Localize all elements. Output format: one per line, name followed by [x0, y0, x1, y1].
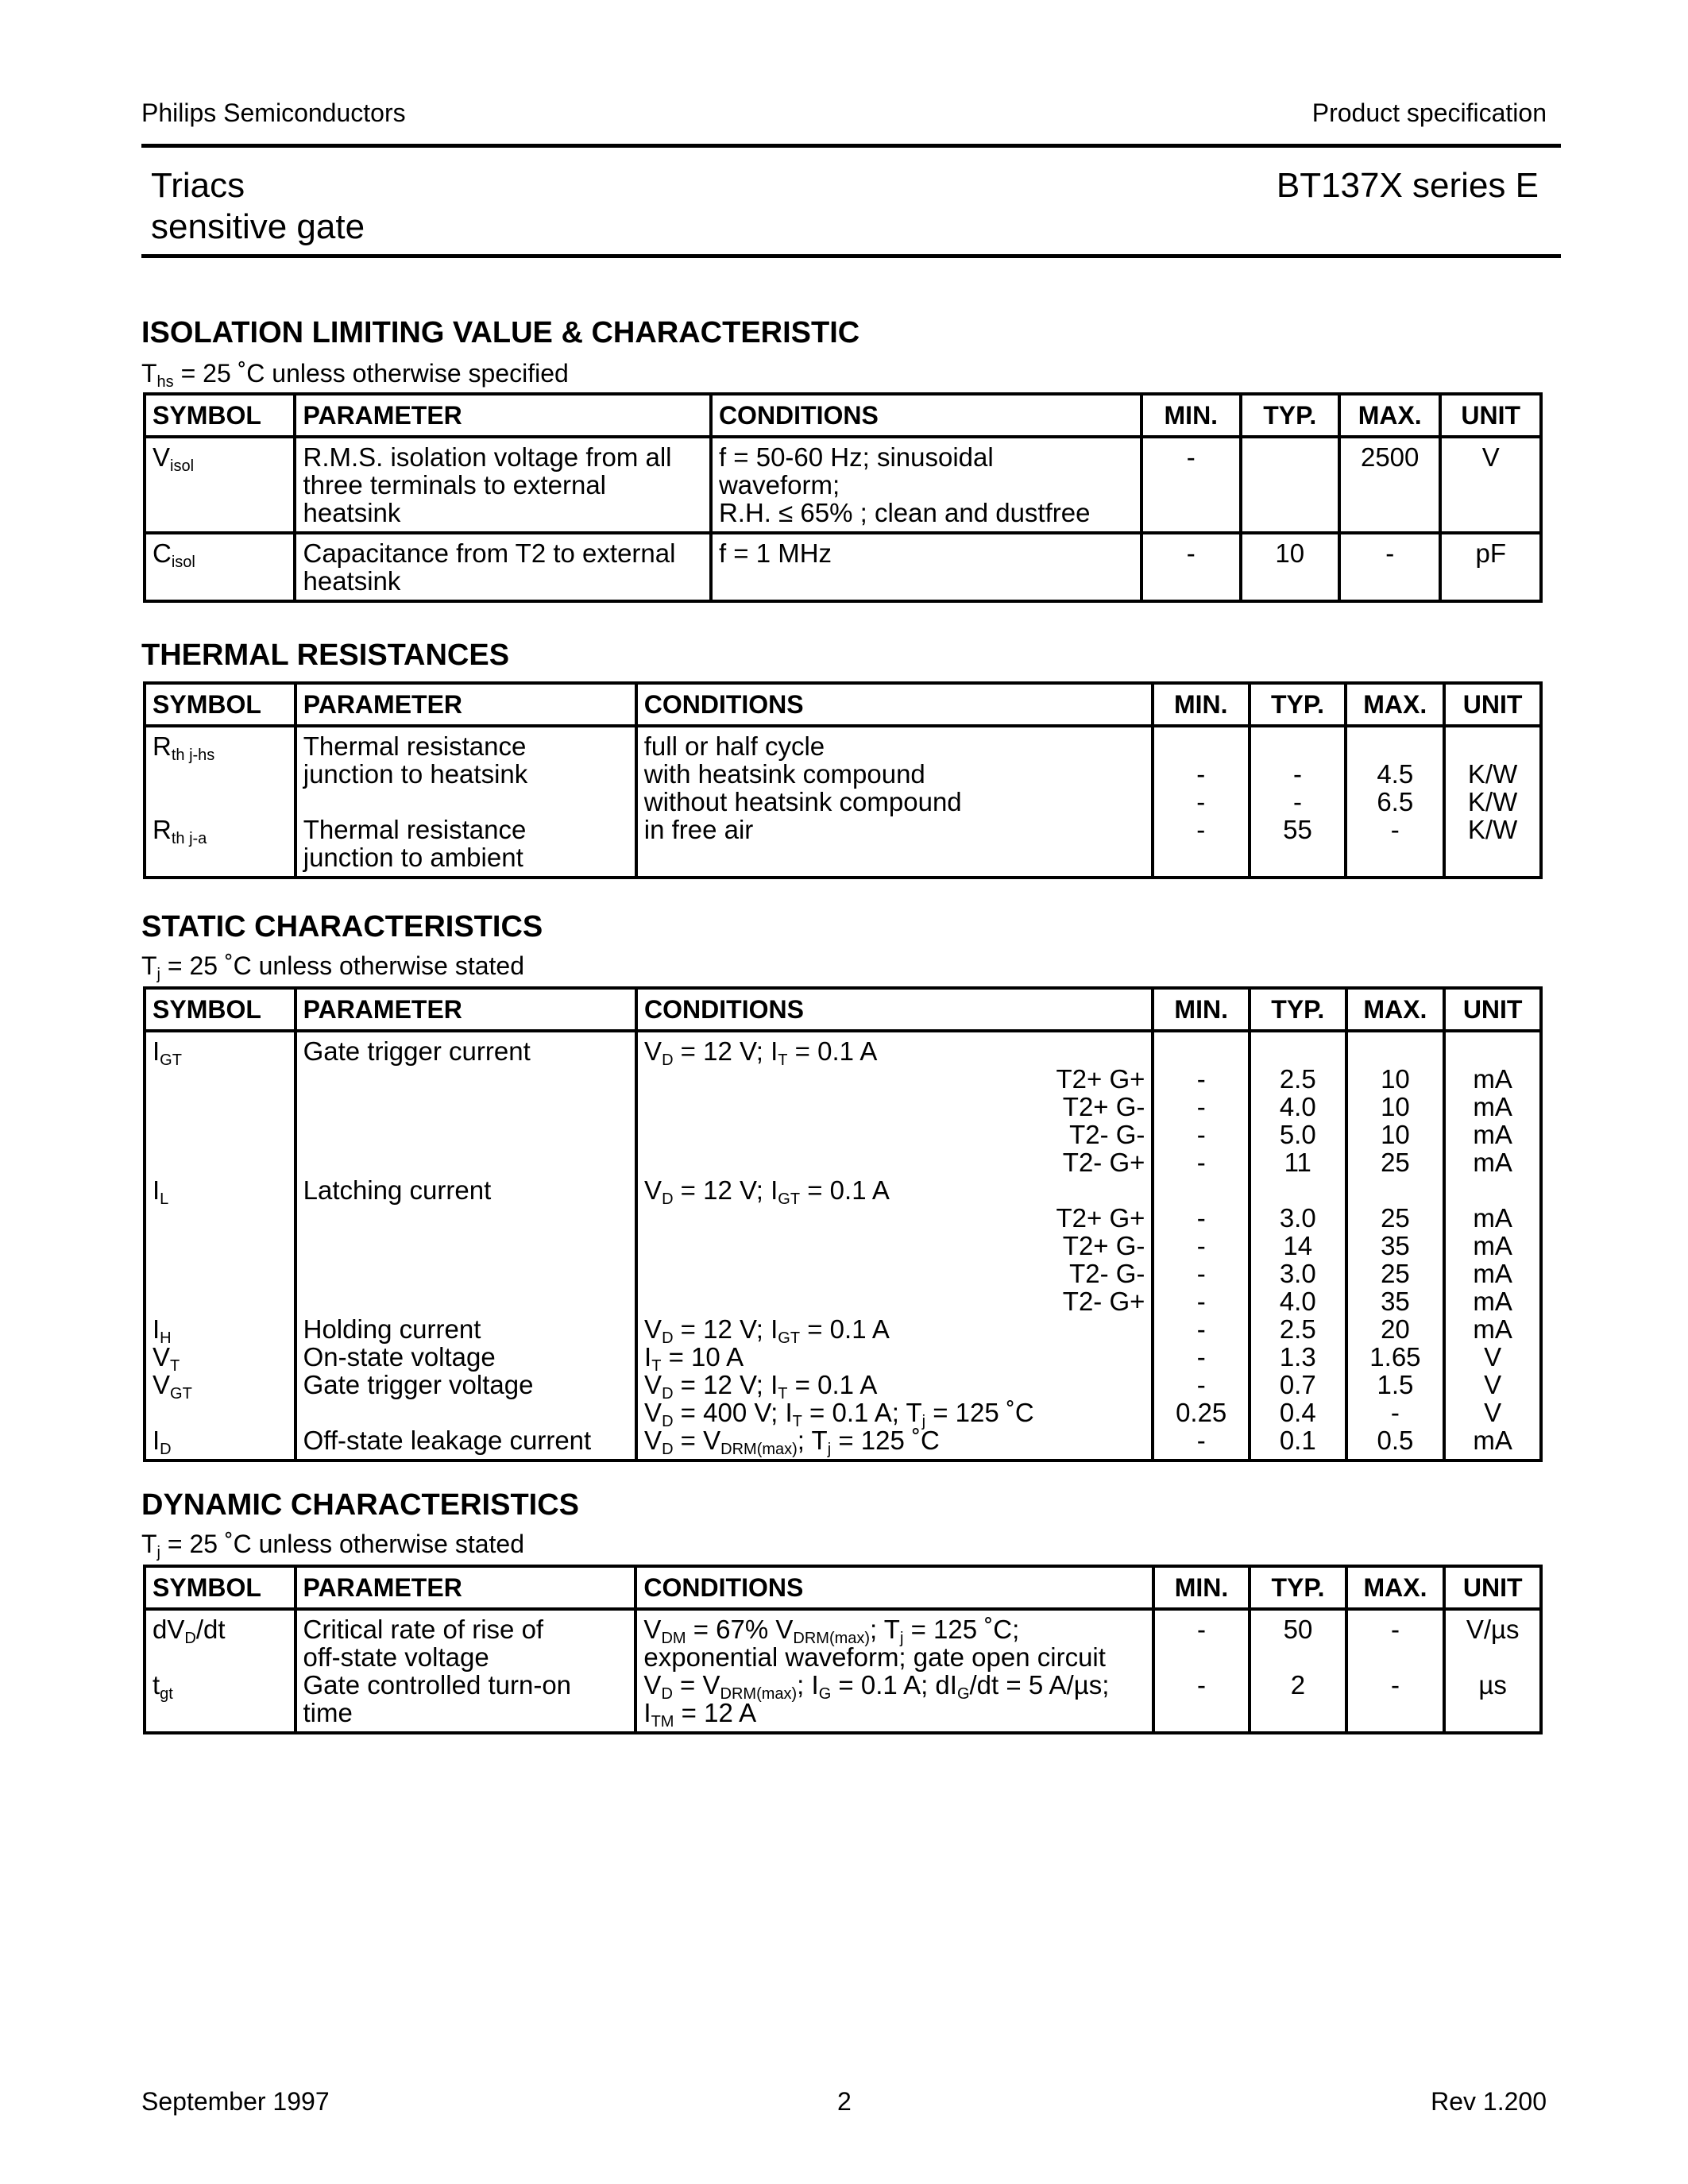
- cell-line: mA: [1473, 1120, 1512, 1149]
- cell-line: 0.25: [1176, 1398, 1227, 1427]
- table-header-row: SYMBOL PARAMETER CONDITIONS MIN. TYP. MAX. UNIT: [145, 1566, 1541, 1609]
- cell-line: -: [1391, 1615, 1400, 1644]
- cell-line: 35: [1381, 1231, 1410, 1260]
- cell-line: [1452, 1643, 1533, 1671]
- cell-line: 25: [1381, 1259, 1410, 1288]
- product-title: Triacs sensitive gate: [151, 166, 365, 246]
- cell-line: -: [1390, 1398, 1400, 1427]
- cell-line: [1161, 1176, 1242, 1204]
- cell-line: -: [1196, 1203, 1206, 1233]
- cell-line: 5.0: [1279, 1120, 1316, 1149]
- cell-line: 0.4: [1279, 1398, 1316, 1427]
- cell-line: V: [1484, 1370, 1502, 1399]
- cell-line: 14: [1283, 1231, 1313, 1260]
- footer-revision: Rev 1.200: [1431, 2087, 1547, 2116]
- cell-line: 2.5: [1279, 1314, 1316, 1344]
- cell-line: -: [1391, 1670, 1400, 1700]
- cell-line: 10: [1381, 1120, 1410, 1149]
- cell-line: 1.3: [1279, 1342, 1316, 1372]
- table-row: $I_{GT}$ $I_L$ $I_H$ $V_T$ $V_{GT}$ $I_D$ Gate trigger current Latching current Holding current On-state voltage Gate trigger voltage Off-state leakage current $V_D = 12$ V; $I_T = 0.1$ A T2+ G+ T2+ G- T2- G- T2- G+ $V_D = 12$ V; $I_{GT} = 0.1$ A T2+ G+ T2+ G- T2- G- T2- G+ $V_D = 12$ V; $I_{GT} = 0.1$ A $I_T = 10$ A $V_D = 12$ V; $I_T = 0.1$ A $V_D = 400$ V; $I_T = 0.1$ A; $T_j = 125$ ˚C $V_D = V_{DRM(max)}$; $T_j = 125$ ˚C - - - - - - - - - - - 0.25 - 2.5 4.0 5.0 11 3.0 14 3.0 4.0 2.5 1.3 0.7 0.4 0.1 10 10 10 25 25 35 25 35 20 1.65 1.5 - 0.5 mA mA mA mA mA mA mA mA mA V V V mA: [145, 1031, 1541, 1461]
- cell-line: Critical rate of rise of: [303, 1615, 544, 1644]
- cell-line: 25: [1381, 1148, 1410, 1177]
- cell-line: -: [1196, 1092, 1206, 1121]
- static-heading: STATIC CHARACTERISTICS: [141, 910, 543, 943]
- static-table: [143, 986, 1543, 1462]
- cell-line: [1161, 1643, 1242, 1671]
- footer-date: September 1997: [141, 2087, 330, 2116]
- cell-line: 3.0: [1279, 1259, 1316, 1288]
- header-rule: [141, 144, 1561, 148]
- cell-line: 2.5: [1279, 1064, 1316, 1094]
- cell-line: [1354, 1699, 1437, 1727]
- cell-line: [1257, 1037, 1338, 1065]
- cell-line: -: [1196, 1287, 1206, 1316]
- table-header-row: SYMBOL PARAMETER CONDITIONS MIN. TYP. MAX. UNIT: [145, 988, 1541, 1031]
- isolation-table: [143, 392, 1543, 603]
- cell-line: off-state voltage: [303, 1642, 489, 1672]
- company-name: Philips Semiconductors: [141, 98, 406, 127]
- cell-line: [1161, 1037, 1242, 1065]
- thermal-table: [143, 681, 1543, 879]
- cell-line: time: [303, 1698, 353, 1727]
- isolation-note: $T_{hs} = 25$ ˚C unless otherwise specified: [141, 359, 569, 391]
- thermal-heading: THERMAL RESISTANCES: [141, 639, 510, 672]
- cell-line: 0.7: [1279, 1370, 1316, 1399]
- cell-line: [1257, 1176, 1338, 1204]
- cell-line: -: [1196, 1342, 1206, 1372]
- cell-line: V: [1484, 1342, 1502, 1372]
- cell-line: µs: [1478, 1670, 1507, 1700]
- cell-line: -: [1196, 1231, 1206, 1260]
- dynamic-heading: DYNAMIC CHARACTERISTICS: [141, 1488, 579, 1522]
- cell-line: [1452, 1699, 1533, 1727]
- cell-line: mA: [1473, 1426, 1512, 1455]
- cell-line: 0.1: [1279, 1426, 1316, 1455]
- cell-line: Gate controlled turn-on: [303, 1670, 572, 1700]
- table-row: $C_{isol}$ Capacitance from T2 to external heatsink f = 1 MHz - 10 - pF: [145, 533, 1541, 601]
- cell-line: -: [1196, 1615, 1206, 1644]
- cell-line: V: [1484, 1398, 1502, 1427]
- table-header-row: SYMBOL PARAMETER CONDITIONS MIN. TYP. MAX. UNIT: [145, 683, 1541, 726]
- cell-line: mA: [1473, 1064, 1512, 1094]
- cell-line: [1161, 1699, 1242, 1727]
- cell-line: -: [1196, 1670, 1206, 1700]
- cell-line: [1354, 1037, 1437, 1065]
- cell-line: 0.5: [1377, 1426, 1414, 1455]
- document-type: Product specification: [1311, 98, 1547, 127]
- title-rule: [141, 254, 1561, 258]
- page-number: 2: [837, 2087, 852, 2116]
- cell-line: -: [1196, 1370, 1206, 1399]
- cell-line: -: [1196, 1120, 1206, 1149]
- cell-line: 1.5: [1377, 1370, 1414, 1399]
- table-header-row: SYMBOL PARAMETER CONDITIONS MIN. TYP. MAX. UNIT: [145, 394, 1541, 437]
- table-row: $dV_D/dt$ $t_{gt}$ Critical rate of rise of off-state voltage Gate controlled turn-on time $V_{DM} = 67\%$ $V_{DRM(max)}$; $T_j = 125$ ˚C; exponential waveform; gate open circuit $V_D = V_{DRM(max)}$; $I_G = 0.1$ A; $dI_G/dt = 5$ A/µs; $I_{TM} = 12$ A - - 50 2 - - V/µs µs: [145, 1609, 1541, 1733]
- cell-line: [1452, 1176, 1533, 1204]
- cell-line: 4.0: [1279, 1092, 1316, 1121]
- cell-line: V/µs: [1466, 1615, 1520, 1644]
- dynamic-note: $T_j = 25$ ˚C unless otherwise stated: [141, 1530, 525, 1561]
- isolation-heading: ISOLATION LIMITING VALUE & CHARACTERISTIC: [141, 316, 860, 349]
- cell-line: mA: [1473, 1148, 1512, 1177]
- cell-line: -: [1196, 1148, 1206, 1177]
- cell-line: [1257, 1643, 1338, 1671]
- cell-line: 1.65: [1369, 1342, 1421, 1372]
- cell-line: -: [1196, 1426, 1206, 1455]
- table-row: $R_{th j-hs}$ $R_{th j-a}$ Thermal resistance junction to heatsink Thermal resistance junction to ambient full or half cycle with heatsink compound without heatsink compound in free air - - - - - 55 4.5 6.5 - K/W K/W K/W: [145, 726, 1541, 878]
- cell-line: 35: [1381, 1287, 1410, 1316]
- cell-line: -: [1196, 1064, 1206, 1094]
- cell-line: 4.0: [1279, 1287, 1316, 1316]
- cell-line: 10: [1381, 1064, 1410, 1094]
- cell-line: 25: [1381, 1203, 1410, 1233]
- cell-line: 10: [1381, 1092, 1410, 1121]
- cell-line: [1452, 1037, 1533, 1065]
- cell-line: -: [1196, 1314, 1206, 1344]
- cell-line: 2: [1290, 1670, 1306, 1700]
- cell-line: [1354, 1176, 1437, 1204]
- dynamic-table: [143, 1565, 1543, 1734]
- cell-line: mA: [1473, 1203, 1512, 1233]
- cell-line: mA: [1473, 1259, 1512, 1288]
- cell-line: 11: [1284, 1148, 1311, 1177]
- cell-line: mA: [1473, 1314, 1512, 1344]
- cell-line: [1354, 1643, 1437, 1671]
- cell-line: 50: [1283, 1615, 1313, 1644]
- cell-line: 3.0: [1279, 1203, 1316, 1233]
- cell-line: mA: [1473, 1092, 1512, 1121]
- static-note: $T_j = 25$ ˚C unless otherwise stated: [141, 951, 525, 983]
- table-row: $V_{isol}$ R.M.S. isolation voltage from all three terminals to external heatsink f = 50-60 Hz; sinusoidal waveform; R.H. ≤ 65% ; clean and dustfree - 2500 V: [145, 437, 1541, 533]
- cell-line: -: [1196, 1259, 1206, 1288]
- cell-line: [1257, 1699, 1338, 1727]
- cell-line: 20: [1381, 1314, 1410, 1344]
- cell-line: mA: [1473, 1287, 1512, 1316]
- part-number: BT137X series E: [1276, 166, 1539, 205]
- cell-line: mA: [1473, 1231, 1512, 1260]
